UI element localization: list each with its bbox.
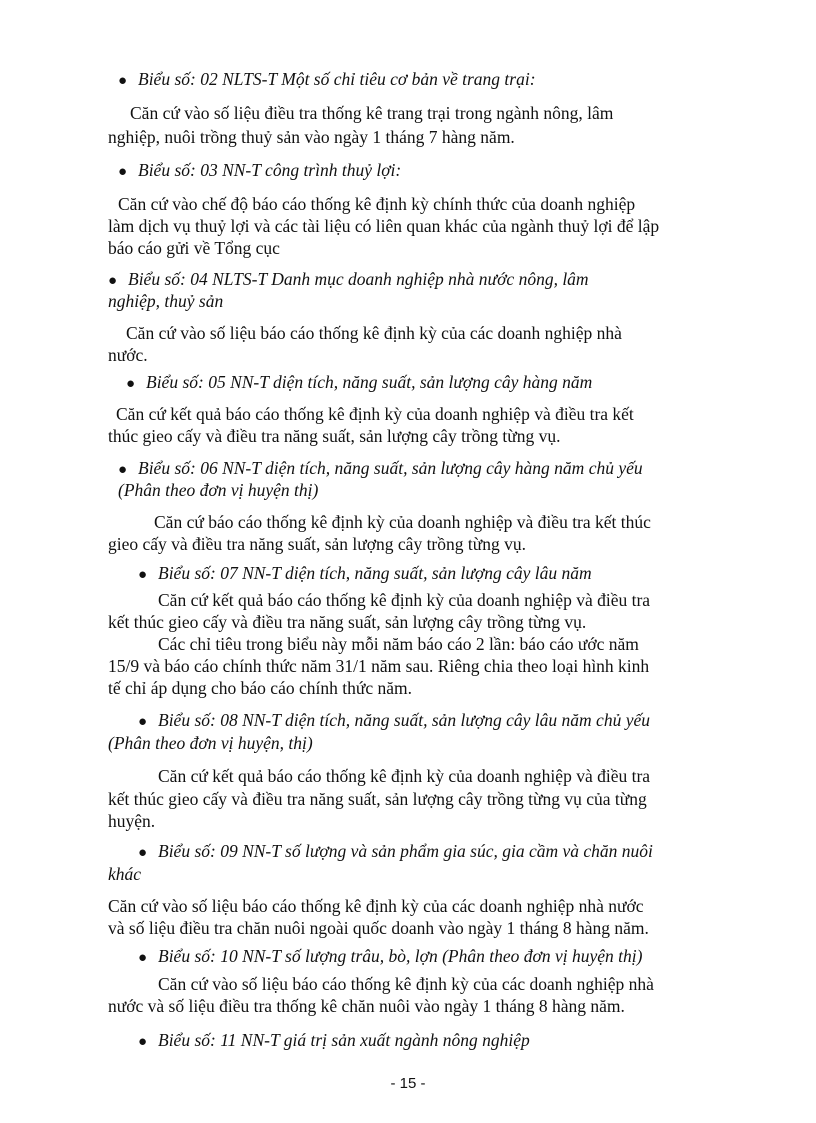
paragraph-line: gieo cấy và điều tra năng suất, sản lượng cây trồng từng vụ.	[108, 534, 526, 554]
bullet-icon: ●	[126, 376, 136, 392]
bullet-icon: ●	[138, 845, 148, 861]
bullet-icon: ●	[108, 273, 118, 289]
paragraph-line: và số liệu điều tra chăn nuôi ngoài quốc doanh vào ngày 1 tháng 8 hàng năm.	[108, 918, 649, 938]
paragraph-line: Căn cứ kết quả báo cáo thống kê định kỳ của doanh nghiệp và điều tra kết	[116, 404, 634, 424]
paragraph-line: nghiệp, nuôi trồng thuỷ sản vào ngày 1 tháng 7 hàng năm.	[108, 127, 515, 147]
paragraph-line: 15/9 và báo cáo chính thức năm 31/1 năm sau. Riêng chia theo loại hình kinh	[108, 656, 650, 676]
bullet-icon: ●	[138, 1034, 148, 1050]
paragraph-line: Căn cứ vào số liệu điều tra thống kê trang trại trong ngành nông, lâm	[130, 103, 614, 123]
bullet-icon: ●	[118, 73, 128, 89]
section-heading: ● Biểu số: 05 NN-T diện tích, năng suất, sản lượng cây hàng năm	[126, 370, 592, 396]
paragraph-line: Các chỉ tiêu trong biểu này mỗi năm báo cáo 2 lần: báo cáo ước năm	[158, 634, 639, 654]
section-heading: ● Biểu số: 04 NLTS-T Danh mục doanh nghiệp nhà nước nông, lâm	[108, 267, 589, 293]
paragraph-line: làm dịch vụ thuỷ lợi và các tài liệu có liên quan khác của ngành thuỷ lợi để lập	[108, 216, 660, 236]
section-heading-line: (Phân theo đơn vị huyện, thị)	[108, 733, 313, 753]
paragraph-line: huyện.	[108, 811, 156, 831]
paragraph-line: Căn cứ vào số liệu báo cáo thống kê định kỳ của các doanh nghiệp nhà	[126, 323, 622, 343]
section-heading: ● Biểu số: 03 NN-T công trình thuỷ lợi:	[118, 158, 401, 184]
paragraph-line: nước.	[108, 345, 148, 365]
paragraph-line: tế chỉ áp dụng cho báo cáo chính thức năm.	[108, 678, 412, 698]
bullet-icon: ●	[138, 950, 148, 966]
paragraph-line: Căn cứ báo cáo thống kê định kỳ của doanh nghiệp và điều tra kết thúc	[154, 512, 651, 532]
section-heading-line: khác	[108, 864, 142, 884]
paragraph-line: Căn cứ vào số liệu báo cáo thống kê định kỳ của các doanh nghiệp nhà nước	[108, 896, 644, 916]
section-heading: ● Biểu số: 02 NLTS-T Một số chỉ tiêu cơ bản về trang trại:	[118, 67, 536, 93]
section-heading: ● Biểu số: 06 NN-T diện tích, năng suất, sản lượng cây hàng năm chủ yếu	[118, 456, 643, 482]
bullet-icon: ●	[138, 714, 148, 730]
paragraph-line: Căn cứ kết quả báo cáo thống kê định kỳ của doanh nghiệp và điều tra	[158, 590, 651, 610]
paragraph-line: Căn cứ vào chế độ báo cáo thống kê định kỳ chính thức của doanh nghiệp	[118, 194, 636, 214]
paragraph-line: báo cáo gửi về Tổng cục	[108, 238, 280, 258]
section-heading: ● Biểu số: 08 NN-T diện tích, năng suất, sản lượng cây lâu năm chủ yếu	[138, 708, 650, 734]
paragraph-line: kết thúc gieo cấy và điều tra năng suất, sản lượng cây trồng từng vụ của từng	[108, 789, 647, 809]
section-heading: ● Biểu số: 11 NN-T giá trị sản xuất ngành nông nghiệp	[138, 1028, 530, 1054]
section-heading: ● Biểu số: 10 NN-T số lượng trâu, bò, lợn (Phân theo đơn vị huyện thị)	[138, 944, 642, 970]
paragraph-line: thúc gieo cấy và điều tra năng suất, sản lượng cây trồng từng vụ.	[108, 426, 561, 446]
section-heading: ● Biểu số: 07 NN-T diện tích, năng suất, sản lượng cây lâu năm	[138, 561, 592, 587]
bullet-icon: ●	[118, 164, 128, 180]
paragraph-line: kết thúc gieo cấy và điều tra năng suất, sản lượng cây trồng từng vụ.	[108, 612, 587, 632]
paragraph-line: nước và số liệu điều tra thống kê chăn nuôi vào ngày 1 tháng 8 hàng năm.	[108, 996, 625, 1016]
bullet-icon: ●	[138, 567, 148, 583]
paragraph-line: Căn cứ vào số liệu báo cáo thống kê định kỳ của các doanh nghiệp nhà	[158, 974, 654, 994]
paragraph-line: Căn cứ kết quả báo cáo thống kê định kỳ của doanh nghiệp và điều tra	[158, 766, 651, 786]
section-heading: ● Biểu số: 09 NN-T số lượng và sản phẩm gia súc, gia cầm và chăn nuôi	[138, 839, 653, 865]
page-number: - 15 -	[390, 1075, 426, 1092]
section-heading-line: (Phân theo đơn vị huyện thị)	[118, 480, 319, 500]
bullet-icon: ●	[118, 462, 128, 478]
section-heading-line: nghiệp, thuỷ sản	[108, 291, 224, 311]
